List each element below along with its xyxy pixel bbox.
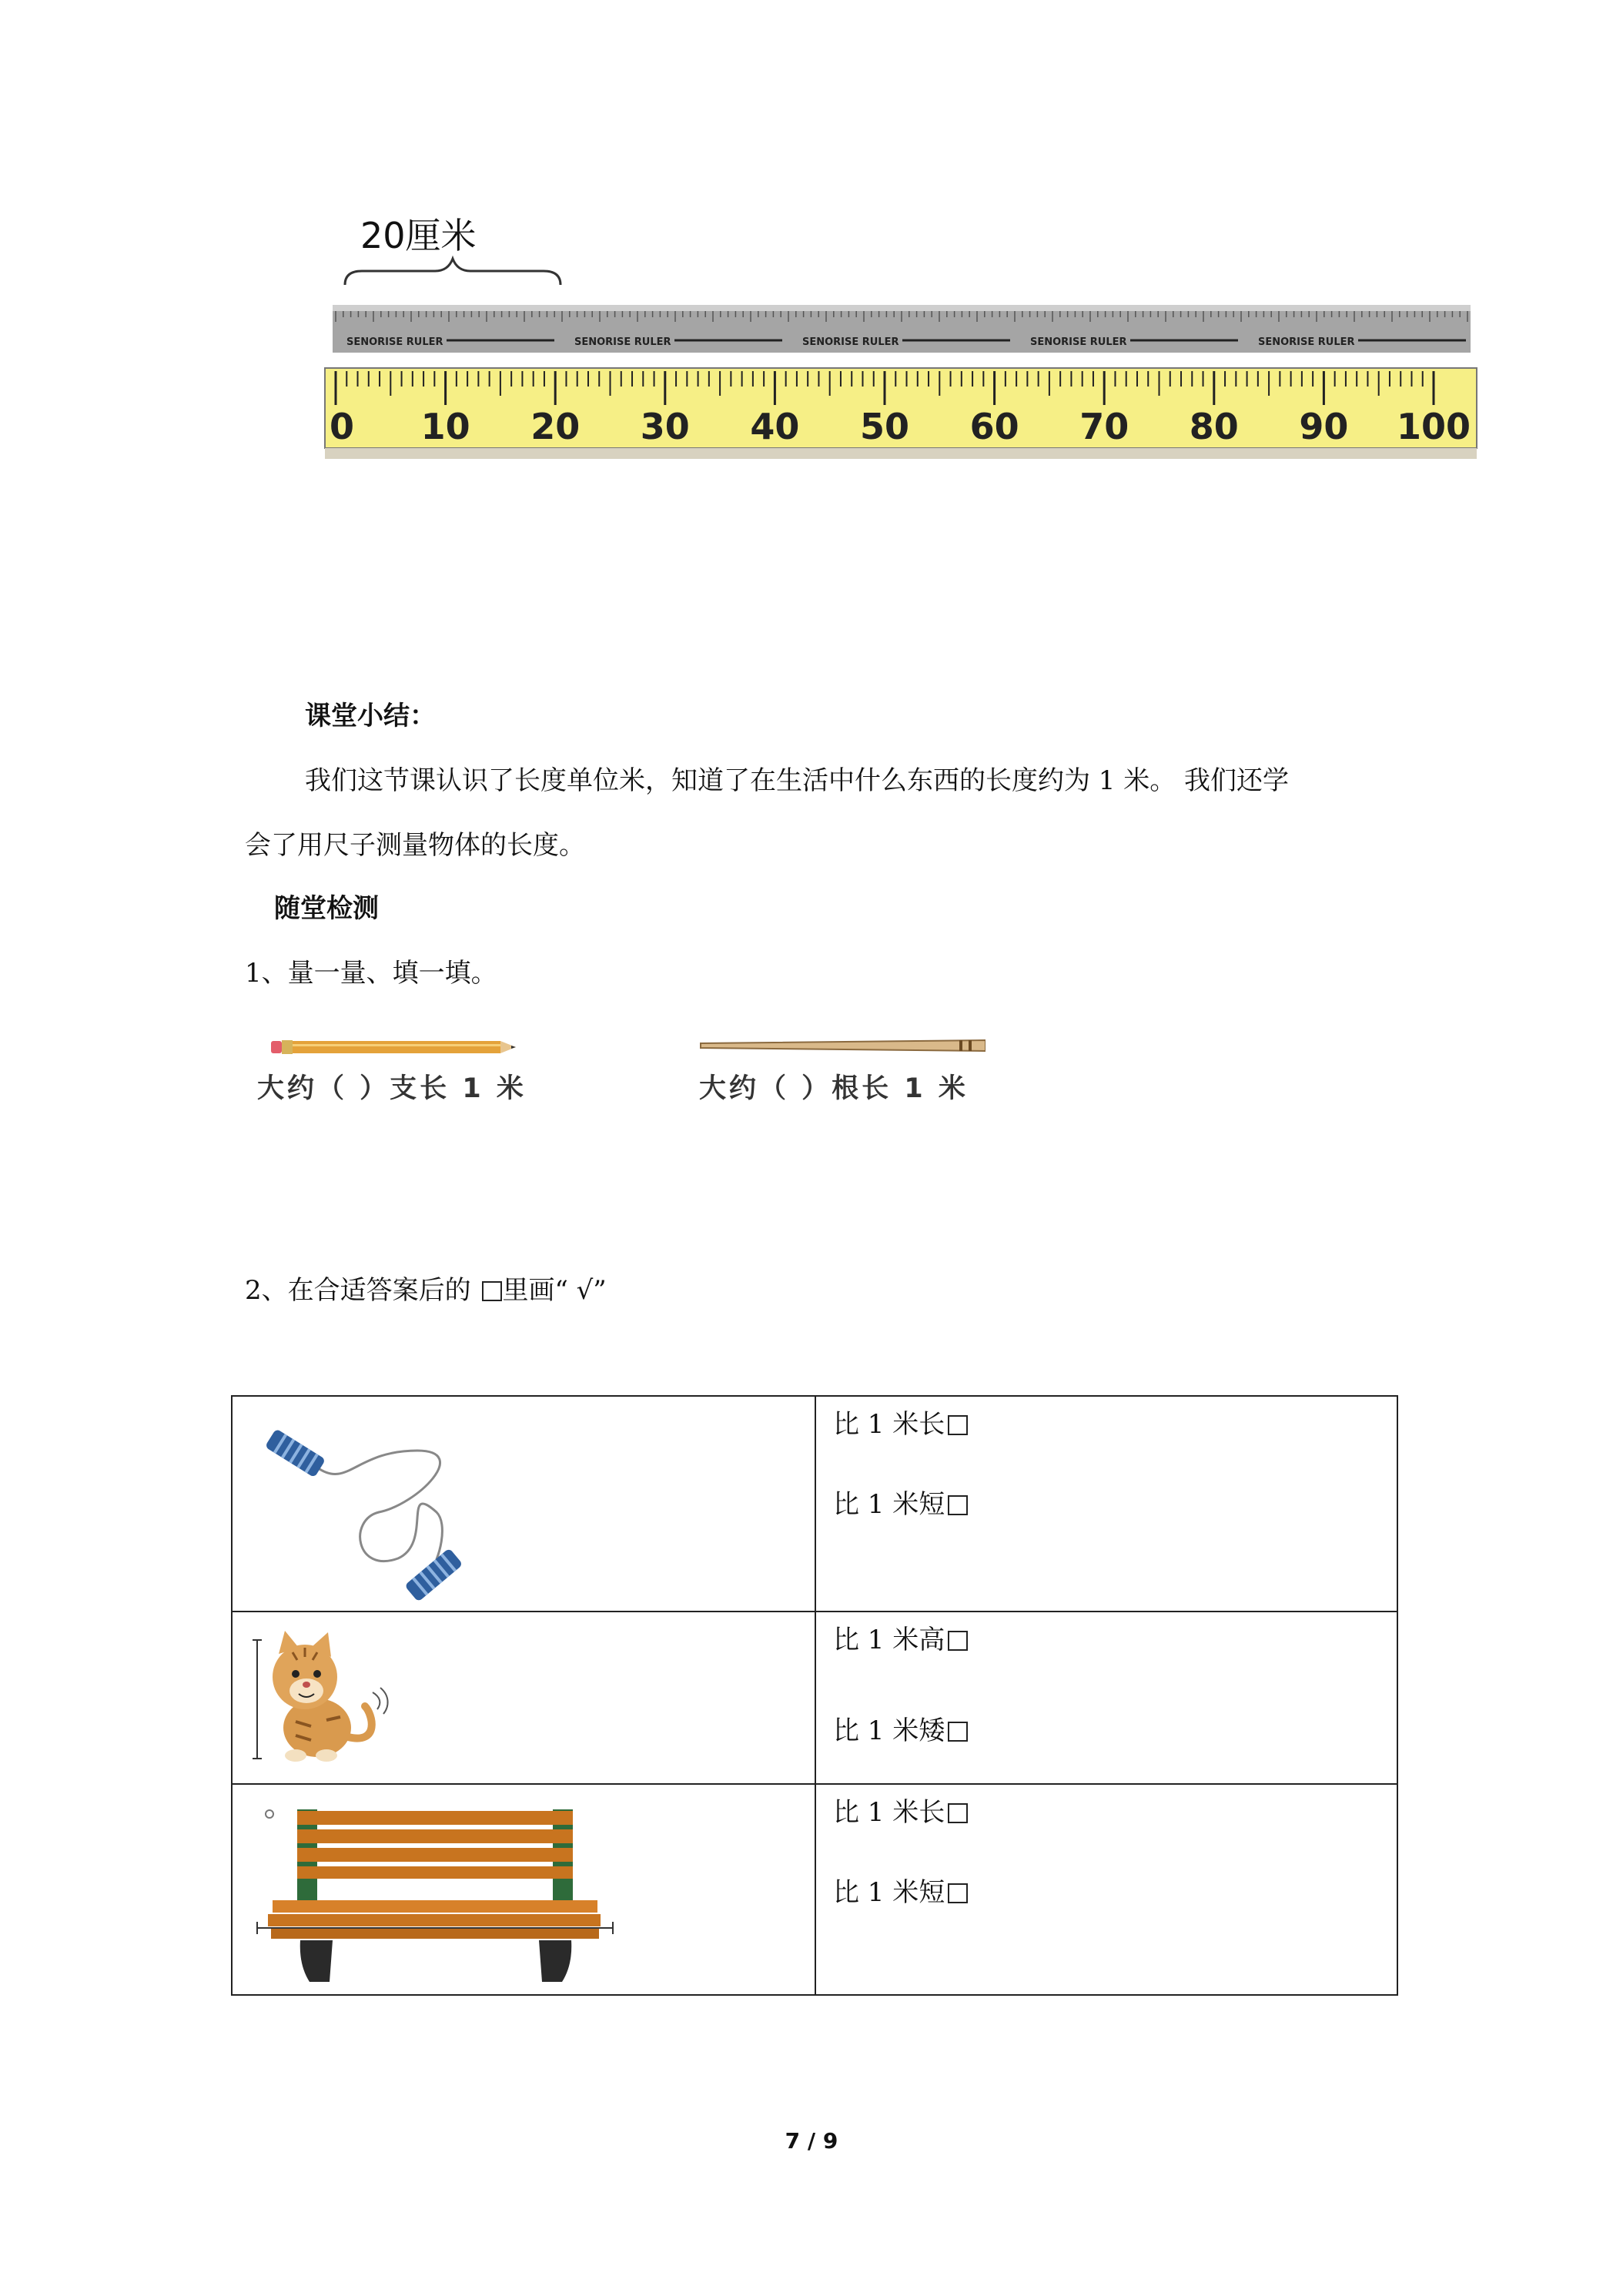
- checkbox[interactable]: [948, 1415, 968, 1435]
- option-label: 比 1 米短: [833, 1877, 945, 1908]
- question-2: [245, 1275, 607, 1307]
- checkbox-icon: [482, 1281, 502, 1301]
- table-row: [233, 1785, 1397, 1996]
- image-cell: [233, 1397, 816, 1611]
- bench-icon: [253, 1803, 622, 1985]
- brace-icon: [345, 259, 561, 285]
- tape-label: 0: [330, 406, 355, 447]
- option-shorter[interactable]: [833, 1871, 968, 1909]
- answer-table: [231, 1395, 1398, 1996]
- table-row: [233, 1397, 1397, 1612]
- steel-brand: SENORISE RULER: [346, 336, 443, 348]
- image-cell: [233, 1612, 816, 1783]
- chopstick-caption: 大约（ ）根长 1 米: [699, 1073, 969, 1104]
- option-longer[interactable]: [833, 1791, 968, 1829]
- option-shorter[interactable]: [833, 1483, 968, 1521]
- question-2-prefix: 2、在合适答案后的: [245, 1275, 480, 1306]
- image-cell: [233, 1785, 816, 1996]
- ruler-drawing: [308, 208, 1486, 485]
- chopstick-icon: [699, 1036, 986, 1056]
- option-label: 比 1 米短: [833, 1489, 945, 1520]
- tape-label: 60: [969, 406, 1019, 447]
- options-cell: [816, 1785, 1397, 1996]
- tape-label: 90: [1299, 406, 1349, 447]
- option-shorter[interactable]: [833, 1709, 968, 1747]
- steel-brand: SENORISE RULER: [1258, 336, 1355, 348]
- option-taller[interactable]: [833, 1618, 968, 1656]
- option-label: 比 1 米高: [833, 1625, 945, 1655]
- ruler-figure: [308, 208, 1486, 485]
- pencil-icon: [269, 1036, 519, 1059]
- tape-label: 20: [530, 406, 581, 447]
- options-cell: [816, 1397, 1397, 1611]
- summary-heading: 课堂小结：: [305, 701, 436, 731]
- checkbox[interactable]: [948, 1495, 968, 1515]
- option-longer[interactable]: [833, 1403, 968, 1441]
- summary-line-2: 会了用尺子测量物体的长度。: [245, 830, 585, 861]
- pencil-caption: 大约（ ）支长 1 米: [257, 1073, 527, 1104]
- tape-label: 80: [1189, 406, 1239, 447]
- tape-label: 50: [859, 406, 910, 447]
- tape-label: 40: [750, 406, 800, 447]
- ruler-20cm-label: 20厘米: [360, 215, 477, 256]
- tape-label: 30: [640, 406, 690, 447]
- option-label: 比 1 米长: [833, 1409, 945, 1440]
- check-heading: 随堂检测: [274, 893, 379, 924]
- checkbox[interactable]: [948, 1631, 968, 1651]
- summary-line-1: 我们这节课认识了长度单位米，知道了在生活中什么东西的长度约为 1 米。 我们还学: [305, 765, 1290, 796]
- jump-rope-icon: [263, 1420, 510, 1605]
- question-1: 1、量一量、填一填。: [245, 958, 497, 989]
- steel-brand: SENORISE RULER: [802, 336, 899, 348]
- tape-label: 10: [420, 406, 470, 447]
- table-row: [233, 1612, 1397, 1785]
- option-label: 比 1 米长: [833, 1797, 945, 1828]
- cat-icon: [249, 1629, 403, 1768]
- page-number: 7 / 9: [785, 2128, 838, 2154]
- checkbox[interactable]: [948, 1803, 968, 1823]
- checkbox[interactable]: [948, 1883, 968, 1903]
- steel-brand: SENORISE RULER: [574, 336, 671, 348]
- tape-label: 70: [1079, 406, 1129, 447]
- steel-brand: SENORISE RULER: [1030, 336, 1127, 348]
- options-cell: [816, 1612, 1397, 1783]
- question-2-suffix: 里画“ √”: [502, 1275, 607, 1306]
- tape-label: 100: [1396, 406, 1471, 447]
- checkbox[interactable]: [948, 1722, 968, 1742]
- option-label: 比 1 米矮: [833, 1715, 945, 1746]
